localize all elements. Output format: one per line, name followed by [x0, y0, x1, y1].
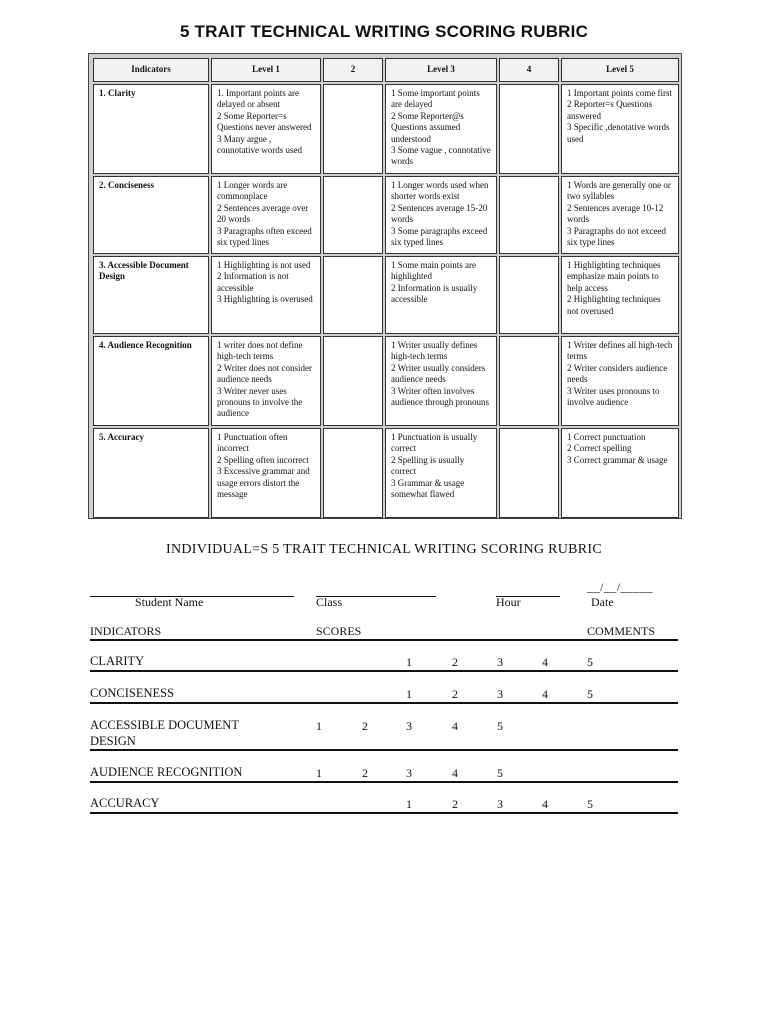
rubric-row-accuracy — [93, 428, 679, 518]
criterion-text: 2 Sentences average 10-12 words — [567, 202, 664, 225]
criterion-text: 3 Excessive grammar and usage errors distort the message — [217, 466, 310, 500]
level3-cell — [385, 428, 497, 518]
criterion-text: 2 Reporter=s Questions answered — [567, 99, 653, 121]
score-row-label: DESIGN — [90, 734, 136, 748]
hour-label: Hour — [496, 595, 521, 609]
criterion-text: 1 Important points come first — [567, 88, 672, 98]
header-indicators: Indicators — [93, 58, 209, 82]
score-option[interactable]: 3 — [406, 766, 412, 780]
criterion-text: 3 Some vague , connotative words — [391, 145, 491, 167]
criterion-text: 2 Information is not accessible — [217, 271, 289, 293]
header-level-5: Level 5 — [561, 58, 679, 82]
page-title: 5 TRAIT TECHNICAL WRITING SCORING RUBRIC — [179, 22, 589, 41]
score-option[interactable]: 2 — [452, 655, 458, 669]
score-row-label: ACCURACY — [90, 796, 160, 810]
criterion-text: 3 Writer often involves audience through pronouns — [391, 385, 489, 408]
individual-rubric-title: INDIVIDUAL=S 5 TRAIT TECHNICAL WRITING SCORING RUBRIC — [165, 542, 602, 557]
level1-cell — [211, 176, 321, 254]
level2-cell — [323, 428, 383, 518]
criterion-text: 3 Paragraphs often exceed six typed lines — [217, 225, 312, 248]
score-option[interactable]: 2 — [452, 797, 458, 811]
criterion-text: 3 Grammar & usage somewhat flawed — [391, 477, 465, 500]
score-option[interactable]: 1 — [316, 719, 322, 733]
criterion-text: 2 Some Reporter=s Questions never answered — [217, 110, 312, 133]
level3-cell — [385, 84, 497, 174]
rubric-row-audience-recognition — [93, 336, 679, 426]
score-option[interactable]: 3 — [497, 655, 503, 669]
criterion-text: 2 Spelling is usually correct — [391, 454, 465, 477]
rubric-table-frame — [88, 53, 682, 519]
criterion-text: 1 Punctuation often incorrect — [217, 432, 288, 454]
criterion-text: 1 writer does not define high-tech terms — [217, 340, 303, 362]
divider — [90, 812, 678, 814]
divider — [90, 639, 678, 641]
criterion-text: 2 Some Reporter@s Questions assumed understood — [391, 110, 464, 144]
criterion-text: 2 Sentences average 15-20 words — [391, 202, 488, 225]
level4-cell — [499, 428, 559, 518]
score-option[interactable]: 4 — [542, 797, 548, 811]
level5-cell — [561, 428, 679, 518]
criterion-text: 1 Longer words are commonplace — [217, 180, 288, 202]
score-option[interactable]: 3 — [497, 797, 503, 811]
header-level-3: Level 3 — [385, 58, 497, 82]
level4-cell — [499, 84, 559, 174]
criterion-text: 1 Highlighting techniques emphasize main points to help access — [567, 260, 661, 293]
criterion-text: 1 Punctuation is usually correct — [391, 432, 478, 454]
comments-header: COMMENTS — [587, 624, 656, 638]
score-option[interactable]: 1 — [406, 797, 412, 811]
score-option[interactable]: 5 — [587, 655, 593, 669]
indicator-cell: 3. Accessible Document Design — [93, 256, 209, 334]
criterion-text: 2 Correct spelling — [567, 443, 632, 454]
level5-cell — [561, 256, 679, 334]
criterion-text: 2 Writer usually considers audience needs — [391, 362, 486, 385]
indicator-cell: 5. Accuracy — [93, 428, 209, 518]
indicator-cell: 1. Clarity — [93, 84, 209, 174]
level5-cell — [561, 336, 679, 426]
criterion-text: 3 Many argue , connotative words used — [217, 133, 302, 156]
criterion-text: 1 Correct punctuation — [567, 432, 646, 442]
level1-cell — [211, 336, 321, 426]
rubric-header-row — [93, 58, 679, 82]
level1-cell — [211, 84, 321, 174]
score-option[interactable]: 3 — [406, 719, 412, 733]
score-option[interactable]: 1 — [406, 655, 412, 669]
criterion-text: 1 Highlighting is not used — [217, 260, 311, 270]
date-label: Date — [591, 595, 614, 609]
rubric-row-clarity — [93, 84, 679, 174]
level3-cell — [385, 336, 497, 426]
score-option[interactable]: 4 — [542, 687, 548, 701]
score-option[interactable]: 1 — [316, 766, 322, 780]
criterion-text: 1. Important points are delayed or absent — [217, 88, 299, 110]
score-option[interactable]: 5 — [587, 797, 593, 811]
criterion-text: 1 Writer defines all high-tech terms — [567, 340, 673, 362]
score-option[interactable]: 2 — [362, 719, 368, 733]
score-option[interactable]: 5 — [497, 766, 503, 780]
class-label: Class — [316, 595, 343, 609]
header-level-2: 2 — [323, 58, 383, 82]
level3-cell — [385, 176, 497, 254]
level1-cell — [211, 428, 321, 518]
level5-cell — [561, 84, 679, 174]
level1-cell — [211, 256, 321, 334]
criterion-text: 2 Information is usually accessible — [391, 282, 478, 305]
scores-header: SCORES — [316, 624, 362, 638]
score-row-label: CLARITY — [90, 654, 145, 668]
criterion-text: 1 Some main points are highlighted — [391, 260, 476, 282]
indicator-cell: 4. Audience Recognition — [93, 336, 209, 426]
level2-cell — [323, 336, 383, 426]
divider — [90, 749, 678, 751]
level2-cell — [323, 84, 383, 174]
divider — [90, 702, 678, 704]
date-blank[interactable]: __/__/_____ — [587, 580, 654, 594]
criterion-text: 3 Some paragraphs exceed six typed lines — [391, 225, 488, 248]
level2-cell — [323, 256, 383, 334]
score-option[interactable]: 1 — [406, 687, 412, 701]
criterion-text: 3 Correct grammar & usage — [567, 454, 668, 465]
student-name-label: Student Name — [135, 595, 204, 609]
score-option[interactable]: 4 — [542, 655, 548, 669]
criterion-text: 1 Words are generally one or two syllables — [567, 180, 671, 202]
criterion-text: 2 Writer does not consider audience needs — [217, 362, 312, 385]
rubric-row-accessible-design — [93, 256, 679, 334]
level2-cell — [323, 176, 383, 254]
score-option[interactable]: 2 — [362, 766, 368, 780]
score-option[interactable]: 5 — [587, 687, 593, 701]
criterion-text: 1 Some important points are delayed — [391, 88, 480, 110]
level3-cell — [385, 256, 497, 334]
header-level-1: Level 1 — [211, 58, 321, 82]
criterion-text: 2 Writer considers audience needs — [567, 362, 668, 385]
criterion-text: 3 Paragraphs do not exceed six type lines — [567, 225, 666, 248]
score-option[interactable]: 3 — [497, 687, 503, 701]
level4-cell — [499, 256, 559, 334]
criterion-text: 2 Spelling often incorrect — [217, 454, 309, 465]
score-row-label: ACCESSIBLE DOCUMENT — [90, 718, 239, 732]
indicators-header: INDICATORS — [90, 624, 162, 638]
criterion-text: 2 Sentences average over 20 words — [217, 202, 309, 225]
criterion-text: 1 Longer words used when shorter words exist — [391, 180, 489, 202]
header-level-4: 4 — [499, 58, 559, 82]
level4-cell — [499, 336, 559, 426]
criterion-text: 3 Writer uses pronouns to involve audience — [567, 385, 660, 408]
score-option[interactable]: 4 — [452, 766, 458, 780]
indicator-cell: 2. Conciseness — [93, 176, 209, 254]
score-option[interactable]: 5 — [497, 719, 503, 733]
score-row-label: AUDIENCE RECOGNITION — [90, 765, 243, 779]
criterion-text: 3 Highlighting is overused — [217, 294, 313, 305]
criterion-text: 3 Writer never uses pronouns to involve the audience — [217, 385, 303, 419]
divider — [90, 781, 678, 783]
criterion-text: 2 Highlighting techniques not overused — [567, 294, 661, 316]
rubric-row-conciseness — [93, 176, 679, 254]
rubric-table — [91, 56, 681, 520]
score-option[interactable]: 2 — [452, 687, 458, 701]
score-row-label: CONCISENESS — [90, 686, 175, 700]
criterion-text: 1 Writer usually defines high-tech terms — [391, 340, 478, 362]
divider — [90, 670, 678, 672]
criterion-text: 3 Specific ,denotative words used — [567, 122, 670, 144]
level4-cell — [499, 176, 559, 254]
level5-cell — [561, 176, 679, 254]
score-option[interactable]: 4 — [452, 719, 458, 733]
